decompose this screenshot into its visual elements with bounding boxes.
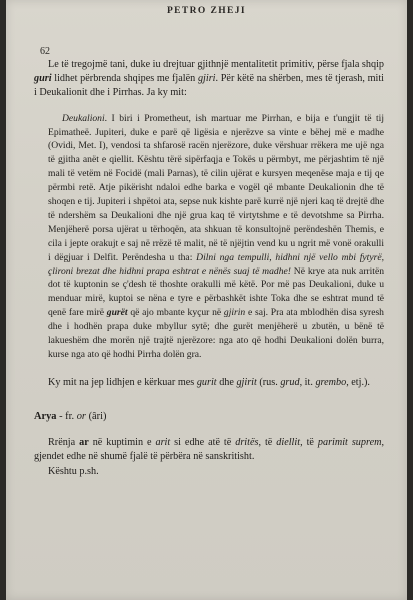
entry-paragraph: Rrënja ar në kuptimin e arit si edhe atë të dritës, të diellit, të parimit suprem, gjendet edhe në shumë fjalë të përbëra në sanskritisht. [34, 437, 384, 463]
running-header: PETRO ZHEJI [166, 6, 246, 16]
deukalion-myth-quote: Deukalioni. I biri i Prometheut, ish martuar me Pirrhan, e bija e t'ungjit të tij Epimatheë. Jupiteri, duke e parë që ligësia e njerëzve sa vinte e bëhej më e madhe (Ovidi, Met. I), vendosi ta shfarosë racën njerëzore, duke vërshuar rrëkera me ujë nga të gjitha anët e qiellit. Kështu tërë sipërfaqja e Tokës u përmbyt, me përjashtim të një mali të vetëm në Focidë (mali Parnas), të cilin ujërat e kursyen meqenëse maja e tij qe përmbi retë. Atje pikërisht ndaloi edhe barka e vogël që mbante Deukalionin dhe të shoqen e tij. Jupiteri i shpëtoi ata, sepse nuk kishte parë kurrë një njeri kaq të drejtë dhe të ndershëm sa Deukalioni dhe një grua kaq të virtytshme e të devotshme sa Pirrha. Menjëherë porsa ujërat u tërhoqën, ata shkuan të konsultojnë perëndeshën Themis, e cila i jepte orakujt e saj në rrëzë të malit, në të njëjtin vend ku u ngrit më vonë orakulli i dëgjuar i Delfit. Perëndesha u tha: Dilni nga tempulli, hidhni një vello mbi fytyrë, çlironi brezat dhe hidhni prapa eshtrat e nënës suaj të madhe! Në krye ata nuk arritën dot të kuptonin se ç'desh të thoshte orakulli më këtë. Por më pas Deukalioni, duke u menduar mirë, kuptoi se nëna e tyre e përbashkët ishte Toka dhe se eshtrat mund të qenë fare mirë gurët që ajo mbante kyçur në gjirin e saj. Pra ata mblodhën disa syresh dhe i hodhën prapa duke mbyllur sytë; dhe gurët menjëherë u zbutën, u bënë të lakueshëm dhe morën një trajtë njerëzore: nga ato që hodhi Deukalioni dolën burra, kurse nga ato që hodhi Pirrha dolën gra. [48, 112, 384, 361]
page-number: 62 [40, 46, 50, 57]
entry-headword: Arya [34, 411, 57, 423]
dictionary-entry-heading: Arya - fr. or (âri) [34, 411, 107, 423]
conclusion-paragraph: Ky mit na jep lidhjen e kërkuar mes gurit dhe gjirit (rus. grud, it. grembo, etj.). [48, 376, 370, 388]
page-body [34, 58, 384, 479]
entry-continuation: Kështu p.sh. [48, 465, 99, 477]
intro-paragraph: Le të tregojmë tani, duke iu drejtuar gjithnjë mentalitetit primitiv, përse fjala shqip guri lidhet përbrenda shqipes me fjalën gjiri. Për këtë na shërben, mes të tjerash, miti i Deukalionit dhe i Pirrhas. Ja ky mit: [34, 59, 385, 99]
book-page [6, 0, 407, 600]
